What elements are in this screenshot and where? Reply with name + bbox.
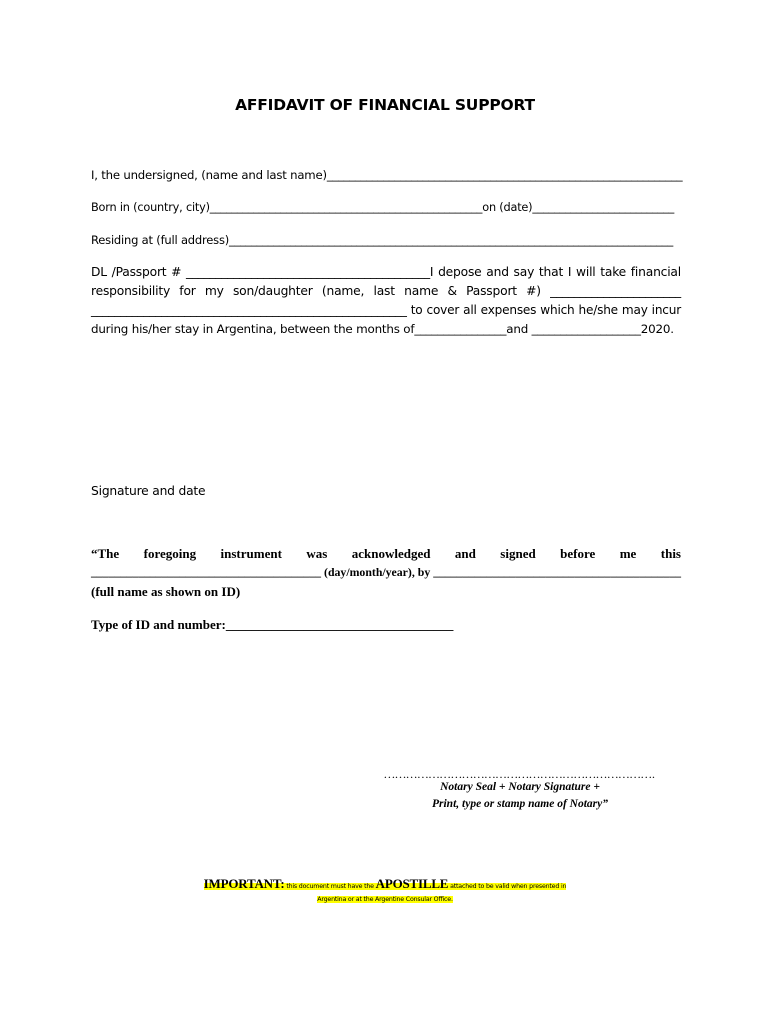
apostille-label: APOSTILLE bbox=[375, 876, 449, 891]
important-line-1 bbox=[0, 876, 770, 892]
paragraph-line-2: responsibility for my son/daughter (name, last name & Passport #) ______________________ bbox=[91, 284, 681, 298]
paragraph-line-4: during his/her stay in Argentina, between the months of________________and ___________________2020. bbox=[91, 322, 674, 336]
notarial-line-3: (full name as shown on ID) bbox=[91, 584, 241, 599]
important-text-after: attached to be valid when presented in bbox=[448, 883, 567, 890]
important-line-2: Argentina or at the Argentine Consular Office. bbox=[317, 896, 453, 903]
residing-line: Residing at (full address)________________________________________________________________________________ bbox=[91, 233, 674, 247]
document-title: AFFIDAVIT OF FINANCIAL SUPPORT bbox=[235, 96, 535, 114]
undersigned-line: I, the undersigned, (name and last name)_______________________________________________________________ bbox=[91, 168, 683, 182]
signature-label: Signature and date bbox=[91, 484, 206, 498]
notary-dotted-line: ………………………………………………………………. bbox=[384, 767, 656, 781]
type-of-id-line: Type of ID and number:___________________________________ bbox=[91, 617, 454, 632]
paragraph-line-1: DL /Passport # _________________________________________I depose and say that I will take financial bbox=[91, 265, 681, 279]
paragraph-line-3: ______________________________________________________ to cover all expenses which he/she may incur bbox=[91, 303, 681, 317]
important-text-before: this document must have the bbox=[284, 883, 376, 890]
notary-line-1: Notary Seal + Notary Signature + bbox=[440, 781, 600, 793]
important-line-1-highlight bbox=[203, 876, 567, 891]
notary-line-2: Print, type or stamp name of Notary” bbox=[431, 798, 608, 810]
born-line: Born in (country, city)__________________________________________________on (date)__________________________ bbox=[91, 201, 675, 214]
notarial-line-2: _______________________________________ (day/month/year), by __________________________________________ bbox=[91, 565, 681, 579]
important-label: IMPORTANT: bbox=[203, 876, 285, 891]
important-line-2-wrapper bbox=[0, 896, 770, 903]
notarial-line-1: “The foregoing instrument was acknowledged and signed before me this bbox=[91, 546, 681, 561]
